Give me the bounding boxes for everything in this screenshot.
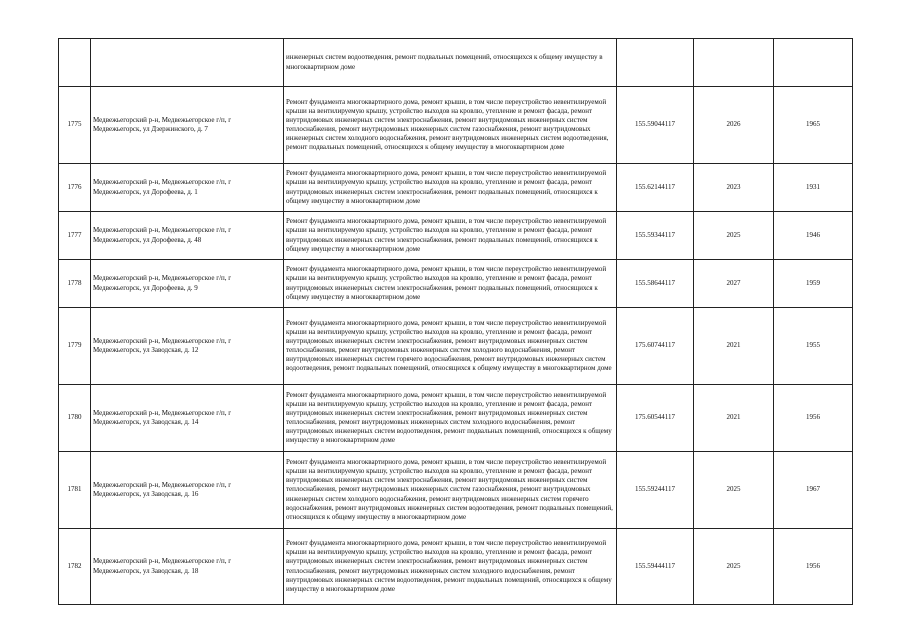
year-cell: 2021	[694, 385, 774, 452]
row-number: 1775	[59, 87, 91, 164]
built-year-cell: 1956	[774, 529, 853, 605]
address-cell: Медвежьегорский р-н, Медвежьегорское г/п, г Медвежьегорск, ул Дзержинского, д. 7	[91, 87, 284, 164]
built-year-cell: 1965	[774, 87, 853, 164]
cost-cell	[617, 39, 694, 87]
year-cell: 2027	[694, 260, 774, 308]
address-cell: Медвежьегорский р-н, Медвежьегорское г/п, г Медвежьегорск, ул Заводская, д. 12	[91, 308, 284, 385]
address-cell: Медвежьегорский р-н, Медвежьегорское г/п, г Медвежьегорск, ул Дорофеева, д. 9	[91, 260, 284, 308]
table-row	[59, 212, 853, 260]
works-cell: Ремонт фундамента многоквартирного дома, ремонт крыши, в том числе переустройство невентилируемой крыши на вентилируемую крышу, устройство выходов на кровлю, утепление и ремонт фасада, ремонт внутридомовых инженерных систем электроснабжения, ремонт внутридомовых инженерных систем теплоснабжения, ремонт внутридомовых инженерных систем холодного водоснабжения, ремонт внутридомовых инженерных систем водоотведения, ремонт подвальных помещений, относящихся к общему имуществу в многоквартирном доме	[284, 385, 617, 452]
built-year-cell	[774, 39, 853, 87]
cost-cell: 155.58644117	[617, 260, 694, 308]
address-cell: Медвежьегорский р-н, Медвежьегорское г/п, г Медвежьегорск, ул Заводская, д. 16	[91, 452, 284, 529]
capital-repair-table	[58, 38, 853, 605]
year-cell: 2025	[694, 529, 774, 605]
table-row	[59, 308, 853, 385]
address-cell: Медвежьегорский р-н, Медвежьегорское г/п, г Медвежьегорск, ул Заводская, д. 18	[91, 529, 284, 605]
year-cell	[694, 39, 774, 87]
built-year-cell: 1955	[774, 308, 853, 385]
built-year-cell: 1967	[774, 452, 853, 529]
row-number: 1782	[59, 529, 91, 605]
table-row	[59, 385, 853, 452]
works-cell: Ремонт фундамента многоквартирного дома, ремонт крыши, в том числе переустройство невентилируемой крыши на вентилируемую крышу, устройство выходов на кровлю, утепление и ремонт фасада, ремонт внутридомовых инженерных систем электроснабжения, ремонт подвальных помещений, относящихся к общему имуществу в многоквартирном доме	[284, 164, 617, 212]
works-cell: Ремонт фундамента многоквартирного дома, ремонт крыши, в том числе переустройство невентилируемой крыши на вентилируемую крышу, устройство выходов на кровлю, утепление и ремонт фасада, ремонт внутридомовых инженерных систем электроснабжения, ремонт внутридомовых инженерных систем теплоснабжения, ремонт внутридомовых инженерных систем газоснабжения, ремонт внутридомовых инженерных систем холодного водоснабжения, ремонт внутридомовых инженерных систем горячего водоснабжения, ремонт внутридомовых инженерных систем водоотведения, ремонт подвальных помещений, относящихся к общему имуществу в многоквартирном доме	[284, 452, 617, 529]
year-cell: 2023	[694, 164, 774, 212]
row-number: 1780	[59, 385, 91, 452]
works-cell: Ремонт фундамента многоквартирного дома, ремонт крыши, в том числе переустройство невентилируемой крыши на вентилируемую крышу, устройство выходов на кровлю, утепление и ремонт фасада, ремонт внутридомовых инженерных систем электроснабжения, ремонт подвальных помещений, относящихся к общему имуществу в многоквартирном доме	[284, 212, 617, 260]
built-year-cell: 1946	[774, 212, 853, 260]
cost-cell: 175.60744117	[617, 308, 694, 385]
row-number	[59, 39, 91, 87]
address-cell: Медвежьегорский р-н, Медвежьегорское г/п, г Медвежьегорск, ул Дорофеева, д. 48	[91, 212, 284, 260]
row-number: 1776	[59, 164, 91, 212]
table-body	[59, 39, 853, 605]
cost-cell: 175.60544117	[617, 385, 694, 452]
cost-cell: 155.59344117	[617, 212, 694, 260]
year-cell: 2025	[694, 212, 774, 260]
cost-cell: 155.62144117	[617, 164, 694, 212]
row-number: 1777	[59, 212, 91, 260]
table-row	[59, 87, 853, 164]
cost-cell: 155.59044117	[617, 87, 694, 164]
works-cell: Ремонт фундамента многоквартирного дома, ремонт крыши, в том числе переустройство невентилируемой крыши на вентилируемую крышу, устройство выходов на кровлю, утепление и ремонт фасада, ремонт внутридомовых инженерных систем электроснабжения, ремонт внутридомовых инженерных систем теплоснабжения, ремонт внутридомовых инженерных систем холодного водоснабжения, ремонт внутридомовых инженерных систем горячего водоснабжения, ремонт внутридомовых инженерных систем водоотведения, ремонт подвальных помещений, относящихся к общему имуществу в многоквартирном доме	[284, 308, 617, 385]
row-number: 1781	[59, 452, 91, 529]
address-cell: Медвежьегорский р-н, Медвежьегорское г/п, г Медвежьегорск, ул Дорофеева, д. 1	[91, 164, 284, 212]
works-cell: Ремонт фундамента многоквартирного дома, ремонт крыши, в том числе переустройство невентилируемой крыши на вентилируемую крышу, устройство выходов на кровлю, утепление и ремонт фасада, ремонт внутридомовых инженерных систем электроснабжения, ремонт подвальных помещений, относящихся к общему имуществу в многоквартирном доме	[284, 260, 617, 308]
cost-cell: 155.59244117	[617, 452, 694, 529]
address-cell: Медвежьегорский р-н, Медвежьегорское г/п, г Медвежьегорск, ул Заводская, д. 14	[91, 385, 284, 452]
table-row	[59, 39, 853, 87]
built-year-cell: 1956	[774, 385, 853, 452]
table-row	[59, 260, 853, 308]
built-year-cell: 1959	[774, 260, 853, 308]
works-cell: Ремонт фундамента многоквартирного дома, ремонт крыши, в том числе переустройство невентилируемой крыши на вентилируемую крышу, устройство выходов на кровлю, утепление и ремонт фасада, ремонт внутридомовых инженерных систем электроснабжения, ремонт внутридомовых инженерных систем теплоснабжения, ремонт внутридомовых инженерных систем холодного водоснабжения, ремонт внутридомовых инженерных систем водоотведения, ремонт подвальных помещений, относящихся к общему имуществу в многоквартирном доме	[284, 529, 617, 605]
built-year-cell: 1931	[774, 164, 853, 212]
year-cell: 2026	[694, 87, 774, 164]
table-row	[59, 452, 853, 529]
address-cell	[91, 39, 284, 87]
works-cell: инженерных систем водоотведения, ремонт подвальных помещений, относящихся к общему имуществу в многоквартирном доме	[284, 39, 617, 87]
table-row	[59, 529, 853, 605]
table-row	[59, 164, 853, 212]
year-cell: 2021	[694, 308, 774, 385]
works-cell: Ремонт фундамента многоквартирного дома, ремонт крыши, в том числе переустройство невентилируемой крыши на вентилируемую крышу, устройство выходов на кровлю, утепление и ремонт фасада, ремонт внутридомовых инженерных систем электроснабжения, ремонт внутридомовых инженерных систем теплоснабжения, ремонт внутридомовых инженерных систем газоснабжения, ремонт внутридомовых инженерных систем холодного водоснабжения, ремонт внутридомовых инженерных систем водоотведения, ремонт подвальных помещений, относящихся к общему имуществу в многоквартирном доме	[284, 87, 617, 164]
year-cell: 2025	[694, 452, 774, 529]
row-number: 1779	[59, 308, 91, 385]
cost-cell: 155.59444117	[617, 529, 694, 605]
row-number: 1778	[59, 260, 91, 308]
